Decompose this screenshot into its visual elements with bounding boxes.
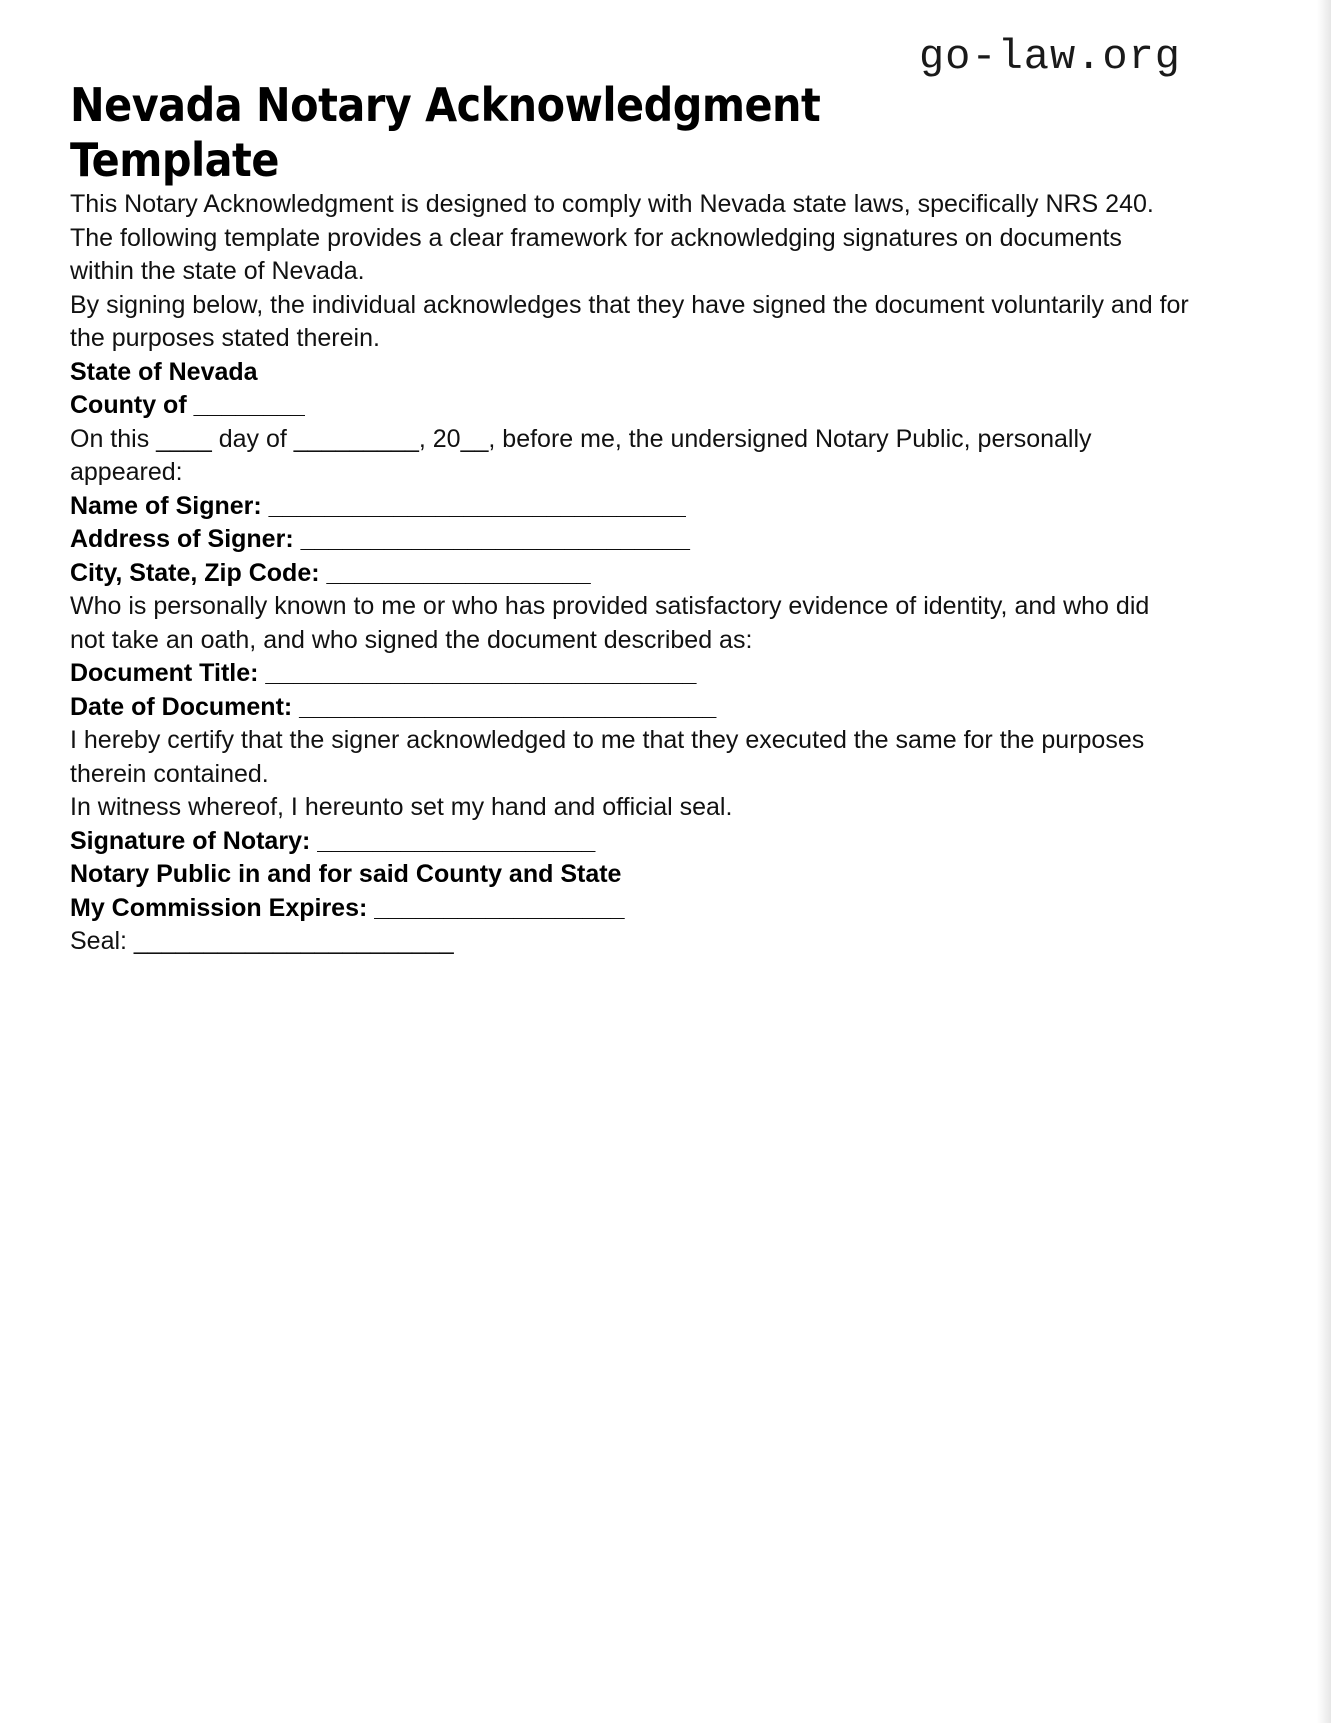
document-title-field[interactable]: Document Title: _______________________________ bbox=[70, 659, 697, 688]
witness-paragraph: In witness whereof, I hereunto set my hand and official seal. bbox=[70, 793, 733, 822]
intro-paragraph-1: This Notary Acknowledgment is designed to comply with Nevada state laws, specifically NRS 240. The following template provides a clear framework for acknowledging signatures on documents within the state of Nevada. bbox=[70, 190, 1154, 286]
name-of-signer-field[interactable]: Name of Signer: ______________________________ bbox=[70, 491, 686, 520]
document-content bbox=[70, 0, 1190, 959]
county-of-field[interactable]: County of ________ bbox=[70, 391, 305, 420]
personally-known-paragraph: Who is personally known to me or who has provided satisfactory evidence of identity, and who did not take an oath, and who signed the document described as: bbox=[70, 592, 1150, 654]
site-logo: go-law.org bbox=[918, 33, 1181, 81]
city-state-zip-field[interactable]: City, State, Zip Code: ___________________ bbox=[70, 558, 591, 587]
date-of-document-field[interactable]: Date of Document: ______________________________ bbox=[70, 692, 717, 721]
intro-paragraph-2: By signing below, the individual acknowledges that they have signed the document voluntarily and for the purposes stated therein. bbox=[70, 290, 1189, 353]
page-title: Nevada Notary Acknowledgment Template bbox=[70, 78, 821, 188]
state-heading: State of Nevada bbox=[70, 357, 258, 386]
address-of-signer-field[interactable]: Address of Signer: ____________________________ bbox=[70, 525, 690, 554]
on-this-date-line[interactable]: On this ____ day of _________, 20__, before me, the undersigned Notary Public, personally appeared: bbox=[70, 424, 1092, 487]
notary-public-statement: Notary Public in and for said County and State bbox=[70, 860, 622, 889]
seal-field[interactable]: Seal: _______________________ bbox=[70, 927, 454, 956]
page-edge-shading bbox=[1317, 0, 1331, 1723]
signature-of-notary-field[interactable]: Signature of Notary: ____________________ bbox=[70, 826, 596, 855]
certify-paragraph: I hereby certify that the signer acknowledged to me that they executed the same for the purposes therein contained. bbox=[70, 726, 1145, 788]
commission-expires-field[interactable]: My Commission Expires: __________________ bbox=[70, 893, 625, 922]
